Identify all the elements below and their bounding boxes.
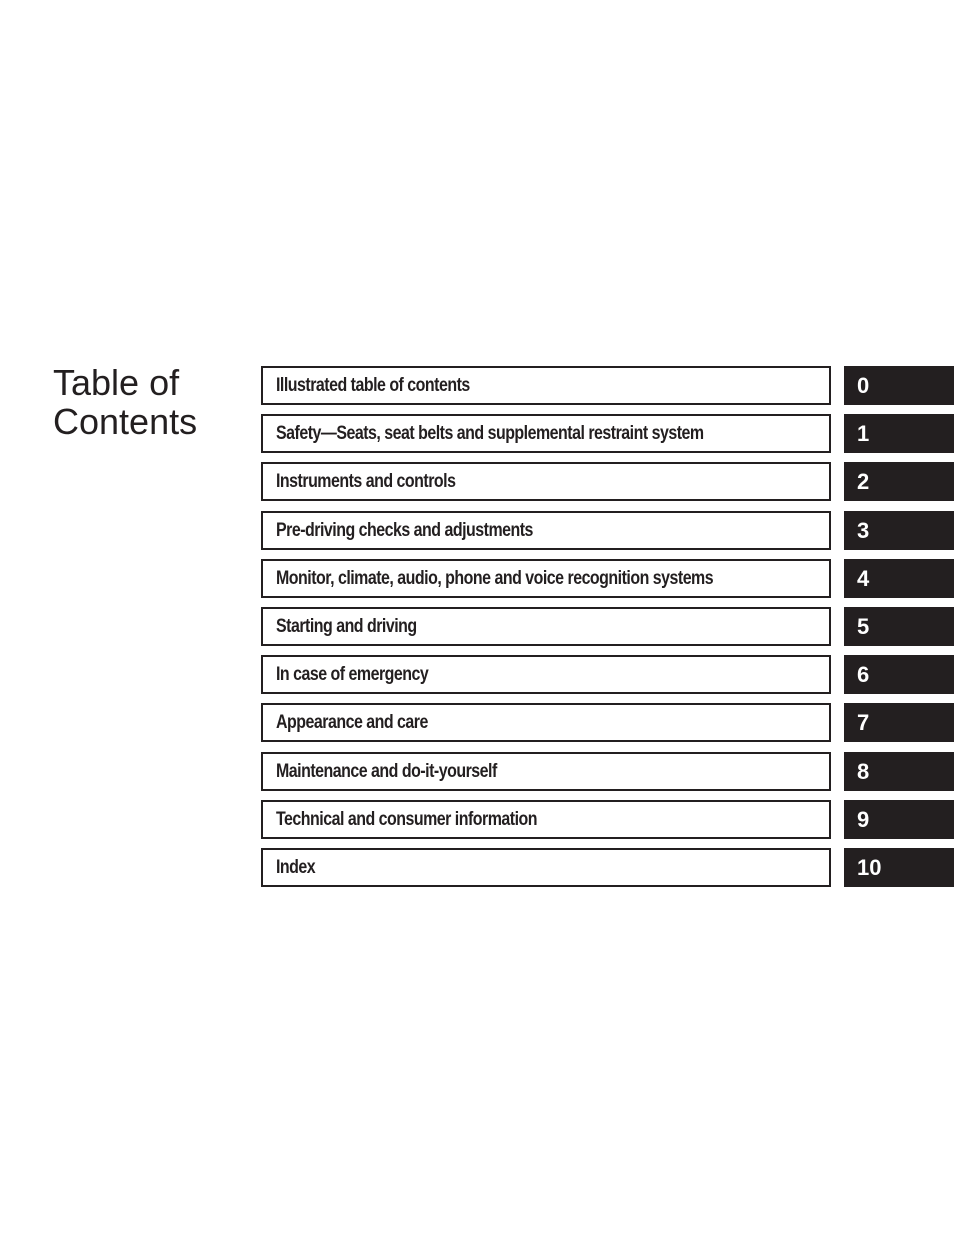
chapter-number: 0	[857, 373, 870, 398]
toc-item-label: Monitor, climate, audio, phone and voice recognition systems	[276, 567, 714, 589]
toc-item-label: Illustrated table of contents	[276, 375, 470, 396]
toc-item-illustrated-contents[interactable]	[261, 366, 954, 405]
toc-item-technical-info[interactable]	[261, 800, 954, 839]
toc-item-label: Safety—Seats, seat belts and supplemental restraint system	[276, 423, 704, 445]
toc-item-instruments[interactable]	[261, 462, 954, 501]
chapter-number: 9	[857, 806, 870, 832]
toc-item-monitor-systems[interactable]	[261, 559, 954, 598]
toc-item-index[interactable]	[261, 848, 954, 887]
toc-item-label: Pre-driving checks and adjustments	[276, 519, 533, 541]
chapter-tab[interactable]	[844, 462, 954, 501]
toc-item-pre-driving[interactable]	[261, 511, 954, 550]
toc-item-starting-driving[interactable]	[261, 607, 954, 646]
chapter-tab[interactable]	[844, 414, 954, 453]
toc-item-label: Instruments and controls	[276, 471, 456, 493]
toc-item-appearance-care[interactable]	[261, 703, 954, 742]
chapter-tab[interactable]	[844, 559, 954, 598]
page-title	[53, 363, 243, 441]
toc-item-maintenance[interactable]	[261, 752, 954, 791]
toc-list	[261, 366, 954, 896]
chapter-number: 5	[857, 613, 870, 639]
chapter-number: 7	[857, 710, 870, 736]
toc-item-safety[interactable]	[261, 414, 954, 453]
page-title-line2: Contents	[53, 401, 198, 442]
chapter-tab[interactable]	[844, 703, 954, 742]
toc-item-label: Maintenance and do-it-yourself	[276, 760, 497, 782]
chapter-number: 6	[857, 662, 870, 688]
toc-item-box[interactable]	[261, 655, 831, 694]
toc-item-label: Starting and driving	[276, 615, 417, 637]
toc-item-box[interactable]	[261, 511, 831, 550]
toc-item-box[interactable]	[261, 462, 831, 501]
chapter-tab[interactable]	[844, 848, 954, 887]
chapter-number: 8	[857, 758, 870, 784]
toc-item-box[interactable]	[261, 703, 831, 742]
page-title-line1: Table of	[53, 362, 180, 403]
chapter-tab[interactable]	[844, 511, 954, 550]
toc-item-label: In case of emergency	[276, 664, 429, 686]
chapter-tab[interactable]	[844, 800, 954, 839]
chapter-tab[interactable]	[844, 752, 954, 791]
chapter-tab[interactable]	[844, 366, 954, 405]
toc-item-label: Technical and consumer information	[276, 808, 538, 830]
toc-item-label: Index	[276, 856, 316, 878]
chapter-tab[interactable]	[844, 655, 954, 694]
toc-item-box[interactable]	[261, 366, 831, 405]
toc-item-emergency[interactable]	[261, 655, 954, 694]
toc-item-box[interactable]	[261, 559, 831, 598]
toc-item-box[interactable]	[261, 800, 831, 839]
toc-item-label: Appearance and care	[276, 712, 428, 734]
chapter-number: 10	[857, 854, 882, 880]
chapter-number: 2	[857, 469, 870, 495]
toc-item-box[interactable]	[261, 414, 831, 453]
toc-item-box[interactable]	[261, 607, 831, 646]
chapter-number: 1	[857, 421, 870, 447]
chapter-tab[interactable]	[844, 607, 954, 646]
chapter-number: 4	[857, 565, 870, 591]
toc-item-box[interactable]	[261, 848, 831, 887]
toc-item-box[interactable]	[261, 752, 831, 791]
chapter-number: 3	[857, 517, 870, 543]
